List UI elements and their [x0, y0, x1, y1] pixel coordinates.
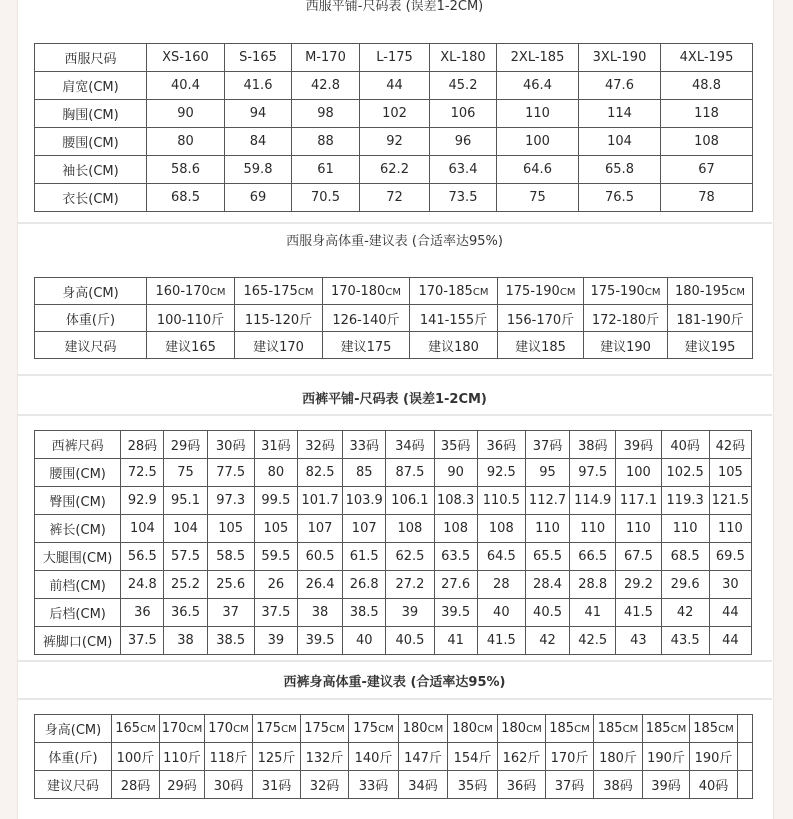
row-label: 裤长(CM) — [35, 515, 121, 543]
table-cell: 185CM — [594, 715, 643, 743]
table-cell: 29码 — [164, 431, 207, 459]
table-cell: 95 — [525, 459, 569, 487]
row-label: 身高(CM) — [35, 715, 112, 743]
row-label: 西裤尺码 — [35, 431, 121, 459]
table-cell: 68.5 — [661, 543, 709, 571]
row-label: 西服尺码 — [35, 44, 147, 72]
table-cell: 28.8 — [570, 571, 616, 599]
table-cell: 38 — [164, 627, 207, 655]
table-cell: 110斤 — [160, 743, 205, 771]
table-cell: 建议190 — [584, 332, 668, 359]
table-cell-empty — [738, 771, 753, 799]
table-row — [35, 515, 752, 543]
table-cell: 110 — [570, 515, 616, 543]
table-cell: 39.5 — [434, 599, 477, 627]
table-cell: 33码 — [343, 431, 386, 459]
table-cell: 162斤 — [498, 743, 546, 771]
row-label: 体重(斤) — [35, 305, 147, 332]
table-cell: 170CM — [205, 715, 253, 743]
table-cell: 31码 — [254, 431, 297, 459]
table-cell-empty — [738, 743, 753, 771]
table-cell: 29.2 — [616, 571, 661, 599]
table-cell: 175-190CM — [584, 278, 668, 305]
table-cell: 29.6 — [661, 571, 709, 599]
table-cell: 42 — [661, 599, 709, 627]
table-cell: 107 — [343, 515, 386, 543]
table-cell: 100-110斤 — [147, 305, 235, 332]
table-cell: 105 — [207, 515, 254, 543]
table-cell: 59.8 — [225, 156, 292, 184]
table-cell: 170-185CM — [410, 278, 498, 305]
table-cell: 40.5 — [386, 627, 434, 655]
table-cell: 34码 — [399, 771, 448, 799]
divider — [17, 660, 772, 662]
pants-size-title: 西裤平铺-尺码表 (误差1-2CM) — [302, 392, 487, 407]
divider — [17, 698, 772, 700]
table-cell: 103.9 — [343, 487, 386, 515]
table-row — [35, 305, 753, 332]
suit-size-table — [34, 43, 753, 212]
table-cell: 39码 — [643, 771, 690, 799]
table-row — [35, 459, 752, 487]
table-cell: 62.5 — [386, 543, 434, 571]
table-cell: 建议165 — [147, 332, 235, 359]
table-cell: 37码 — [525, 431, 569, 459]
table-cell: 26.8 — [343, 571, 386, 599]
table-cell: M-170 — [292, 44, 360, 72]
table-cell: 175-190CM — [498, 278, 584, 305]
table-cell: 41 — [434, 627, 477, 655]
table-header-row — [35, 431, 752, 459]
table-cell: 92.9 — [121, 487, 164, 515]
table-cell: 43.5 — [661, 627, 709, 655]
table-cell: 30 — [709, 571, 751, 599]
table-cell: 108 — [386, 515, 434, 543]
table-cell: 40 — [343, 627, 386, 655]
table-cell: 35码 — [434, 431, 477, 459]
table-cell: 68.5 — [147, 184, 225, 212]
table-row — [35, 184, 753, 212]
table-cell: 112.7 — [525, 487, 569, 515]
table-cell: 121.5 — [709, 487, 751, 515]
table-cell: 65.8 — [579, 156, 661, 184]
table-cell: 56.5 — [121, 543, 164, 571]
table-cell: 建议170 — [235, 332, 323, 359]
table-cell: 165CM — [112, 715, 160, 743]
table-cell: 147斤 — [399, 743, 448, 771]
table-cell: 108 — [661, 128, 753, 156]
table-cell: 57.5 — [164, 543, 207, 571]
divider — [17, 414, 772, 416]
table-cell: 170-180CM — [323, 278, 410, 305]
table-cell: 99.5 — [254, 487, 297, 515]
table-row — [35, 72, 753, 100]
row-label: 后档(CM) — [35, 599, 121, 627]
table-cell: 29码 — [160, 771, 205, 799]
table-row — [35, 128, 753, 156]
row-label: 衣长(CM) — [35, 184, 147, 212]
table-row — [35, 332, 753, 359]
table-cell: 35码 — [448, 771, 498, 799]
row-label: 建议尺码 — [35, 771, 112, 799]
table-cell: 100 — [616, 459, 661, 487]
table-row — [35, 156, 753, 184]
table-cell: 92.5 — [477, 459, 525, 487]
table-cell: 40 — [477, 599, 525, 627]
table-cell: 30码 — [205, 771, 253, 799]
table-cell: 39.5 — [297, 627, 342, 655]
table-cell: 62.2 — [360, 156, 430, 184]
table-cell: 43 — [616, 627, 661, 655]
table-cell: 47.6 — [579, 72, 661, 100]
table-cell: 37.5 — [121, 627, 164, 655]
table-cell: 28码 — [121, 431, 164, 459]
table-cell: 80 — [147, 128, 225, 156]
table-cell: 38 — [297, 599, 342, 627]
table-cell: 28码 — [112, 771, 160, 799]
table-cell: 75 — [164, 459, 207, 487]
table-cell: 37码 — [546, 771, 594, 799]
table-cell: 108.3 — [434, 487, 477, 515]
table-row — [35, 599, 752, 627]
table-cell: 80 — [254, 459, 297, 487]
table-cell: 39码 — [616, 431, 661, 459]
pants-fit-table — [34, 714, 753, 799]
table-cell: 3XL-190 — [579, 44, 661, 72]
table-cell: XS-160 — [147, 44, 225, 72]
table-cell: 42 — [525, 627, 569, 655]
row-label: 肩宽(CM) — [35, 72, 147, 100]
table-cell: 90 — [147, 100, 225, 128]
table-cell: 101.7 — [297, 487, 342, 515]
table-cell: 110 — [497, 100, 579, 128]
table-cell-empty — [738, 715, 753, 743]
table-cell: 110 — [525, 515, 569, 543]
row-label: 身高(CM) — [35, 278, 147, 305]
table-cell: 34码 — [386, 431, 434, 459]
table-cell: 61 — [292, 156, 360, 184]
table-row — [35, 771, 753, 799]
table-cell: 104 — [164, 515, 207, 543]
table-cell: 46.4 — [497, 72, 579, 100]
table-cell: 61.5 — [343, 543, 386, 571]
row-label: 体重(斤) — [35, 743, 112, 771]
table-cell: 63.5 — [434, 543, 477, 571]
table-cell: 180CM — [498, 715, 546, 743]
table-cell: 60.5 — [297, 543, 342, 571]
table-cell: 41.5 — [477, 627, 525, 655]
table-cell: 59.5 — [254, 543, 297, 571]
table-cell: 175CM — [253, 715, 301, 743]
suit-fit-table — [34, 277, 753, 359]
row-label: 袖长(CM) — [35, 156, 147, 184]
table-cell: 40码 — [661, 431, 709, 459]
pants-fit-title: 西裤身高体重-建议表 (合适率达95%) — [283, 675, 506, 690]
row-label: 建议尺码 — [35, 332, 147, 359]
table-cell: 48.8 — [661, 72, 753, 100]
table-cell: 180斤 — [594, 743, 643, 771]
table-cell: 4XL-195 — [661, 44, 753, 72]
table-cell: 40码 — [690, 771, 738, 799]
table-cell: 27.2 — [386, 571, 434, 599]
table-cell: 41 — [570, 599, 616, 627]
table-cell: 36 — [121, 599, 164, 627]
table-cell: 73.5 — [430, 184, 497, 212]
table-cell: 69 — [225, 184, 292, 212]
table-cell: 65.5 — [525, 543, 569, 571]
table-cell: 84 — [225, 128, 292, 156]
row-label: 前档(CM) — [35, 571, 121, 599]
table-cell: 66.5 — [570, 543, 616, 571]
table-cell: 156-170斤 — [498, 305, 584, 332]
table-cell: 63.4 — [430, 156, 497, 184]
table-cell: 100 — [497, 128, 579, 156]
table-cell: 58.5 — [207, 543, 254, 571]
table-cell: XL-180 — [430, 44, 497, 72]
table-cell: 33码 — [349, 771, 399, 799]
table-cell: 85 — [343, 459, 386, 487]
table-cell: 119.3 — [661, 487, 709, 515]
table-cell: 105 — [709, 459, 751, 487]
table-cell: 72.5 — [121, 459, 164, 487]
table-cell: 102 — [360, 100, 430, 128]
table-cell: 108 — [477, 515, 525, 543]
table-cell: 67.5 — [616, 543, 661, 571]
table-cell: 180CM — [448, 715, 498, 743]
table-cell: 建议195 — [668, 332, 753, 359]
table-cell: S-165 — [225, 44, 292, 72]
table-cell: 170斤 — [546, 743, 594, 771]
suit-size-title: 西服平铺-尺码表 (误差1-2CM) — [305, 0, 484, 14]
table-row — [35, 571, 752, 599]
table-cell: 110 — [709, 515, 751, 543]
table-cell: L-175 — [360, 44, 430, 72]
table-cell: 190斤 — [643, 743, 690, 771]
table-cell: 102.5 — [661, 459, 709, 487]
table-cell: 39 — [254, 627, 297, 655]
table-cell: 107 — [297, 515, 342, 543]
table-cell: 70.5 — [292, 184, 360, 212]
table-cell: 26 — [254, 571, 297, 599]
table-cell: 110 — [661, 515, 709, 543]
table-cell: 36码 — [477, 431, 525, 459]
table-cell: 175CM — [349, 715, 399, 743]
table-cell: 160-170CM — [147, 278, 235, 305]
table-cell: 114 — [579, 100, 661, 128]
table-cell: 125斤 — [253, 743, 301, 771]
table-cell: 118 — [661, 100, 753, 128]
table-cell: 31码 — [253, 771, 301, 799]
table-cell: 2XL-185 — [497, 44, 579, 72]
table-cell: 69.5 — [709, 543, 751, 571]
table-cell: 170CM — [160, 715, 205, 743]
table-row — [35, 543, 752, 571]
table-cell: 190斤 — [690, 743, 738, 771]
table-cell: 94 — [225, 100, 292, 128]
table-cell: 42码 — [709, 431, 751, 459]
table-cell: 40.4 — [147, 72, 225, 100]
suit-fit-title: 西服身高体重-建议表 (合适率达95%) — [286, 234, 503, 249]
table-cell: 37 — [207, 599, 254, 627]
table-cell: 172-180斤 — [584, 305, 668, 332]
table-row — [35, 487, 752, 515]
table-row — [35, 278, 753, 305]
table-cell: 32码 — [297, 431, 342, 459]
table-cell: 72 — [360, 184, 430, 212]
table-cell: 58.6 — [147, 156, 225, 184]
table-cell: 126-140斤 — [323, 305, 410, 332]
divider — [17, 374, 772, 376]
table-cell: 44 — [360, 72, 430, 100]
table-cell: 27.6 — [434, 571, 477, 599]
table-cell: 41.6 — [225, 72, 292, 100]
table-cell: 180CM — [399, 715, 448, 743]
table-cell: 96 — [430, 128, 497, 156]
table-row — [35, 627, 752, 655]
table-cell: 38码 — [570, 431, 616, 459]
table-cell: 45.2 — [430, 72, 497, 100]
table-cell: 64.5 — [477, 543, 525, 571]
table-cell: 67 — [661, 156, 753, 184]
table-cell: 104 — [121, 515, 164, 543]
table-cell: 98 — [292, 100, 360, 128]
table-cell: 117.1 — [616, 487, 661, 515]
table-cell: 104 — [579, 128, 661, 156]
table-cell: 88 — [292, 128, 360, 156]
table-cell: 75 — [497, 184, 579, 212]
table-cell: 28 — [477, 571, 525, 599]
table-cell: 64.6 — [497, 156, 579, 184]
table-cell: 141-155斤 — [410, 305, 498, 332]
table-cell: 44 — [709, 627, 751, 655]
table-cell: 132斤 — [301, 743, 349, 771]
table-cell: 106 — [430, 100, 497, 128]
table-cell: 110.5 — [477, 487, 525, 515]
table-cell: 165-175CM — [235, 278, 323, 305]
table-cell: 38.5 — [207, 627, 254, 655]
table-cell: 建议180 — [410, 332, 498, 359]
table-cell: 32码 — [301, 771, 349, 799]
row-label: 腰围(CM) — [35, 459, 121, 487]
table-cell: 105 — [254, 515, 297, 543]
table-cell: 40.5 — [525, 599, 569, 627]
pants-size-table — [34, 430, 752, 655]
table-cell: 97.3 — [207, 487, 254, 515]
table-row — [35, 100, 753, 128]
table-cell: 185CM — [546, 715, 594, 743]
table-cell: 180-195CM — [668, 278, 753, 305]
table-cell: 87.5 — [386, 459, 434, 487]
table-cell: 建议175 — [323, 332, 410, 359]
table-cell: 181-190斤 — [668, 305, 753, 332]
table-cell: 76.5 — [579, 184, 661, 212]
table-cell: 185CM — [643, 715, 690, 743]
table-cell: 115-120斤 — [235, 305, 323, 332]
table-cell: 25.2 — [164, 571, 207, 599]
row-label: 胸围(CM) — [35, 100, 147, 128]
table-header-row — [35, 44, 753, 72]
table-cell: 100斤 — [112, 743, 160, 771]
table-cell: 41.5 — [616, 599, 661, 627]
table-cell: 78 — [661, 184, 753, 212]
table-cell: 37.5 — [254, 599, 297, 627]
table-cell: 97.5 — [570, 459, 616, 487]
table-cell: 28.4 — [525, 571, 569, 599]
table-cell: 38码 — [594, 771, 643, 799]
table-cell: 38.5 — [343, 599, 386, 627]
table-cell: 110 — [616, 515, 661, 543]
table-cell: 82.5 — [297, 459, 342, 487]
table-cell: 77.5 — [207, 459, 254, 487]
table-cell: 36.5 — [164, 599, 207, 627]
table-cell: 175CM — [301, 715, 349, 743]
table-cell: 92 — [360, 128, 430, 156]
table-cell: 154斤 — [448, 743, 498, 771]
table-cell: 36码 — [498, 771, 546, 799]
table-cell: 114.9 — [570, 487, 616, 515]
table-cell: 30码 — [207, 431, 254, 459]
table-cell: 44 — [709, 599, 751, 627]
row-label: 臀围(CM) — [35, 487, 121, 515]
row-label: 大腿围(CM) — [35, 543, 121, 571]
table-cell: 140斤 — [349, 743, 399, 771]
row-label: 裤脚口(CM) — [35, 627, 121, 655]
table-cell: 90 — [434, 459, 477, 487]
table-cell: 24.8 — [121, 571, 164, 599]
table-cell: 26.4 — [297, 571, 342, 599]
divider — [17, 222, 772, 224]
table-row — [35, 715, 753, 743]
table-cell: 25.6 — [207, 571, 254, 599]
table-cell: 108 — [434, 515, 477, 543]
table-cell: 42.8 — [292, 72, 360, 100]
table-cell: 42.5 — [570, 627, 616, 655]
table-cell: 95.1 — [164, 487, 207, 515]
table-cell: 185CM — [690, 715, 738, 743]
table-cell: 39 — [386, 599, 434, 627]
table-cell: 118斤 — [205, 743, 253, 771]
table-cell: 106.1 — [386, 487, 434, 515]
table-cell: 建议185 — [498, 332, 584, 359]
table-row — [35, 743, 753, 771]
row-label: 腰围(CM) — [35, 128, 147, 156]
